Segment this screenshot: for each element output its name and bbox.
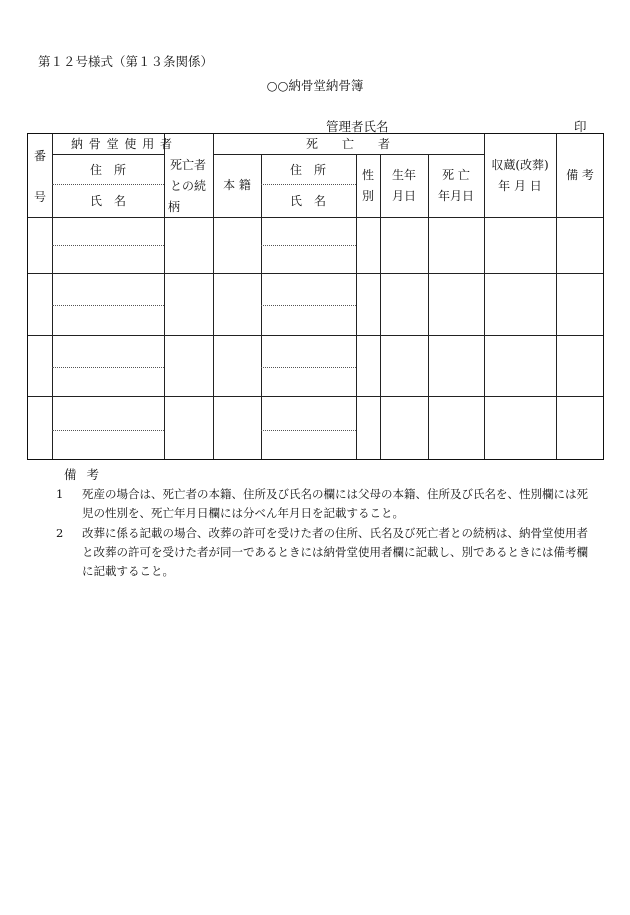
header-death-line1: 死 亡: [442, 168, 470, 182]
header-group-line: [213, 154, 484, 155]
header-number-bottom: 号: [33, 190, 47, 204]
header-user-group: 納 骨 堂 使 用 者: [70, 137, 174, 151]
header-birth-line2: 月日: [391, 189, 417, 203]
col-line: [213, 134, 214, 459]
row-dotted-line: [261, 245, 356, 246]
header-storage-line1: 収蔵(改葬): [491, 158, 549, 172]
row-dotted-line: [52, 430, 164, 431]
col-line: [556, 134, 557, 459]
page-title: ○○納骨堂納骨簿: [266, 78, 364, 93]
col-line: [164, 134, 165, 459]
header-dotted-line: [261, 184, 356, 185]
header-deceased-address: 住 所: [289, 163, 327, 177]
row-dotted-line: [52, 367, 164, 368]
header-sex-line1: 性: [361, 168, 375, 182]
header-death-line2: 年月日: [437, 189, 475, 203]
header-bottom-line: [28, 217, 603, 218]
note-number: 1: [56, 487, 64, 501]
notes-heading: 備考: [64, 467, 110, 482]
row-line: [28, 273, 603, 274]
col-line: [484, 134, 485, 459]
seal-label: 印: [574, 119, 587, 134]
row-dotted-line: [261, 367, 356, 368]
note-text: 死産の場合は、死亡者の本籍、住所及び氏名の欄には父母の本籍、住所及び氏名を、性別欄には死児の性別を、死亡年月日欄には分べん年月日を記載すること。: [82, 487, 588, 520]
header-relation-line2: との続: [169, 179, 207, 193]
col-line: [380, 155, 381, 459]
header-birth-line1: 生年: [391, 168, 417, 182]
note-text: 改葬に係る記載の場合、改葬の許可を受けた者の住所、氏名及び死亡者との続柄は、納骨堂使用者と改葬の許可を受けた者が同一であるときには納骨堂使用者欄に記載し、別であるときには備考欄に記載すること。: [82, 526, 588, 578]
row-line: [28, 335, 603, 336]
registry-table: [27, 133, 604, 460]
col-line: [261, 155, 262, 459]
note-number: 2: [56, 526, 64, 540]
header-deceased-group: 死 亡 者: [305, 137, 391, 151]
col-line: [356, 155, 357, 459]
note-item: [56, 485, 588, 523]
header-remarks: 備 考: [566, 168, 594, 182]
header-storage-line2: 年 月 日: [498, 179, 542, 193]
row-dotted-line: [261, 430, 356, 431]
header-sex-line2: 別: [361, 189, 375, 203]
note-item: [56, 524, 588, 581]
row-dotted-line: [261, 305, 356, 306]
header-dotted-line: [52, 184, 164, 185]
manager-name-label: 管理者氏名: [326, 119, 389, 134]
header-relation-line3: 柄: [168, 200, 181, 214]
col-line: [428, 155, 429, 459]
header-domicile: 本 籍: [223, 178, 251, 192]
form-number: 第１２号様式（第１３条関係）: [38, 54, 214, 69]
header-number-top: 番: [33, 149, 47, 163]
header-group-line: [52, 154, 164, 155]
header-user-name: 氏 名: [89, 194, 127, 208]
header-user-address: 住 所: [89, 163, 127, 177]
header-relation-line1: 死亡者: [169, 158, 207, 172]
row-dotted-line: [52, 305, 164, 306]
row-dotted-line: [52, 245, 164, 246]
row-line: [28, 396, 603, 397]
header-deceased-name: 氏 名: [289, 194, 327, 208]
col-line: [52, 134, 53, 459]
